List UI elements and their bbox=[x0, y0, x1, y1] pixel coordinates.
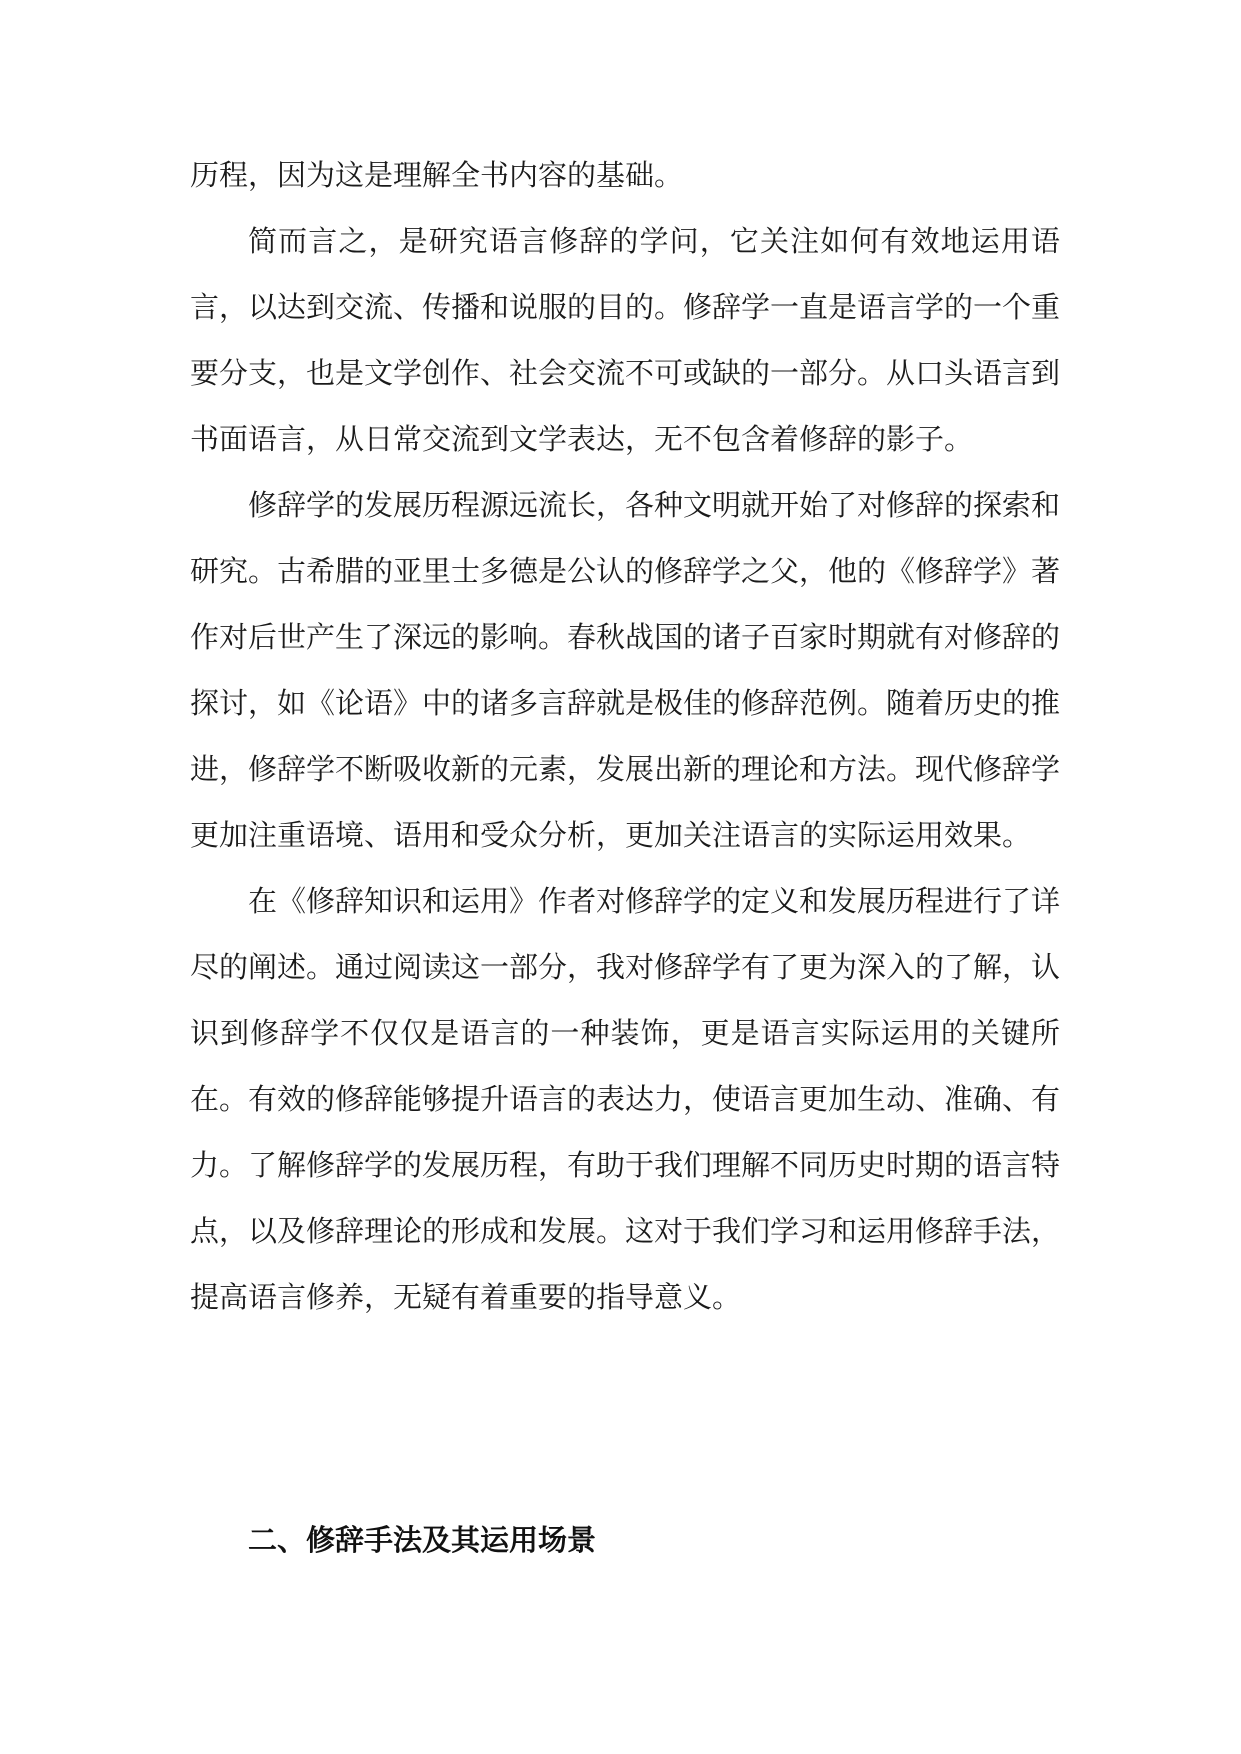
document-body bbox=[190, 142, 1060, 1330]
paragraph-rhetoric-history: 修辞学的发展历程源远流长，各种文明就开始了对修辞的探索和研究。古希腊的亚里士多德是公认的修辞学之父，他的《修辞学》著作对后世产生了深远的影响。春秋战国的诸子百家时期就有对修辞的探讨，如《论语》中的诸多言辞就是极佳的修辞范例。随着历史的推进，修辞学不断吸收新的元素，发展出新的理论和方法。现代修辞学更加注重语境、语用和受众分析，更加关注语言的实际运用效果。 bbox=[190, 488, 1061, 852]
paragraph-continuation: 历程，因为这是理解全书内容的基础。 bbox=[190, 158, 684, 192]
section-heading: 二、修辞手法及其运用场景 bbox=[248, 1523, 597, 1557]
paragraph-book-reflection: 在《修辞知识和运用》作者对修辞学的定义和发展历程进行了详尽的阐述。通过阅读这一部分，我对修辞学有了更为深入的了解，认识到修辞学不仅仅是语言的一种装饰，更是语言实际运用的关键所在。有效的修辞能够提升语言的表达力，使语言更加生动、准确、有力。了解修辞学的发展历程，有助于我们理解不同历史时期的语言特点，以及修辞理论的形成和发展。这对于我们学习和运用修辞手法，提高语言修养，无疑有着重要的指导意义。 bbox=[190, 884, 1061, 1314]
paragraph-rhetoric-definition: 简而言之，是研究语言修辞的学问，它关注如何有效地运用语言，以达到交流、传播和说服的目的。修辞学一直是语言学的一个重要分支，也是文学创作、社会交流不可或缺的一部分。从口头语言到书面语言，从日常交流到文学表达，无不包含着修辞的影子。 bbox=[190, 224, 1061, 456]
